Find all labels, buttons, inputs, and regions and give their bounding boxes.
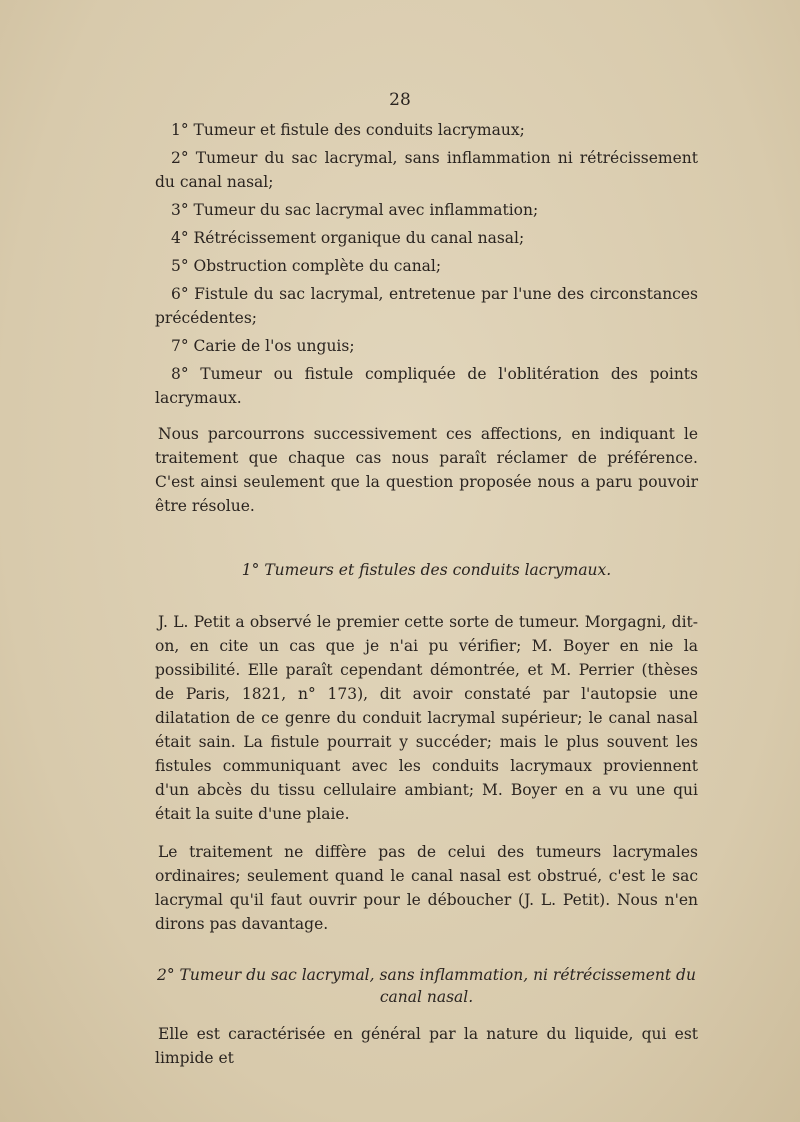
list-item: 7° Carie de l'os unguis;	[171, 337, 355, 355]
page-body	[155, 118, 698, 1070]
page-number: 28	[389, 90, 411, 110]
list-item: 1° Tumeur et fistule des conduits lacrymaux;	[171, 121, 525, 139]
section-1-heading: 1° Tumeurs et fistules des conduits lacrymaux.	[241, 561, 612, 579]
section-1-paragraph-2: Le traitement ne diffère pas de celui des tumeurs lacrymales ordinaires; seulement quand le canal nasal est obstrué, c'est le sac lacrymal qu'il faut ouvrir pour le déboucher (J. L. Petit). Nous n'en dirons pas davantage.	[155, 843, 698, 933]
section-2-paragraph-1: Elle est caractérisée en général par la nature du liquide, qui est limpide et	[155, 1025, 698, 1067]
section-2-heading: 2° Tumeur du sac lacrymal, sans inflammation, ni rétrécissement du canal nasal.	[157, 966, 696, 1006]
list-item: 5° Obstruction complète du canal;	[171, 257, 442, 275]
list-item: 4° Rétrécissement organique du canal nasal;	[171, 229, 525, 247]
list-item: 6° Fistule du sac lacrymal, entretenue par l'une des circonstances précédentes;	[155, 285, 698, 327]
list-item: 2° Tumeur du sac lacrymal, sans inflammation ni rétrécissement du canal nasal;	[155, 149, 698, 191]
affection-list	[155, 118, 698, 410]
intro-paragraph: Nous parcourrons successivement ces affections, en indiquant le traitement que chaque cas nous paraît réclamer de préférence. C'est ainsi seulement que la question proposée nous a paru pouvoir être résolue.	[155, 425, 698, 515]
list-item: 3° Tumeur du sac lacrymal avec inflammation;	[171, 201, 539, 219]
list-item: 8° Tumeur ou fistule compliquée de l'oblitération des points lacrymaux.	[155, 365, 698, 407]
section-1-paragraph-1: J. L. Petit a observé le premier cette sorte de tumeur. Morgagni, dit-on, en cite un cas que je n'ai pu vérifier; M. Boyer en nie la possibilité. Elle paraît cependant démontrée, et M. Perrier (thèses de Paris, 1821, n° 173), dit avoir constaté par l'autopsie une dilatation de ce genre du conduit lacrymal supérieur; le canal nasal était sain. La fistule pourrait y succéder; mais le plus souvent les fistules communiquant avec les conduits lacrymaux proviennent d'un abcès du tissu cellulaire ambiant; M. Boyer en a vu une qui était la suite d'une plaie.	[155, 613, 698, 823]
